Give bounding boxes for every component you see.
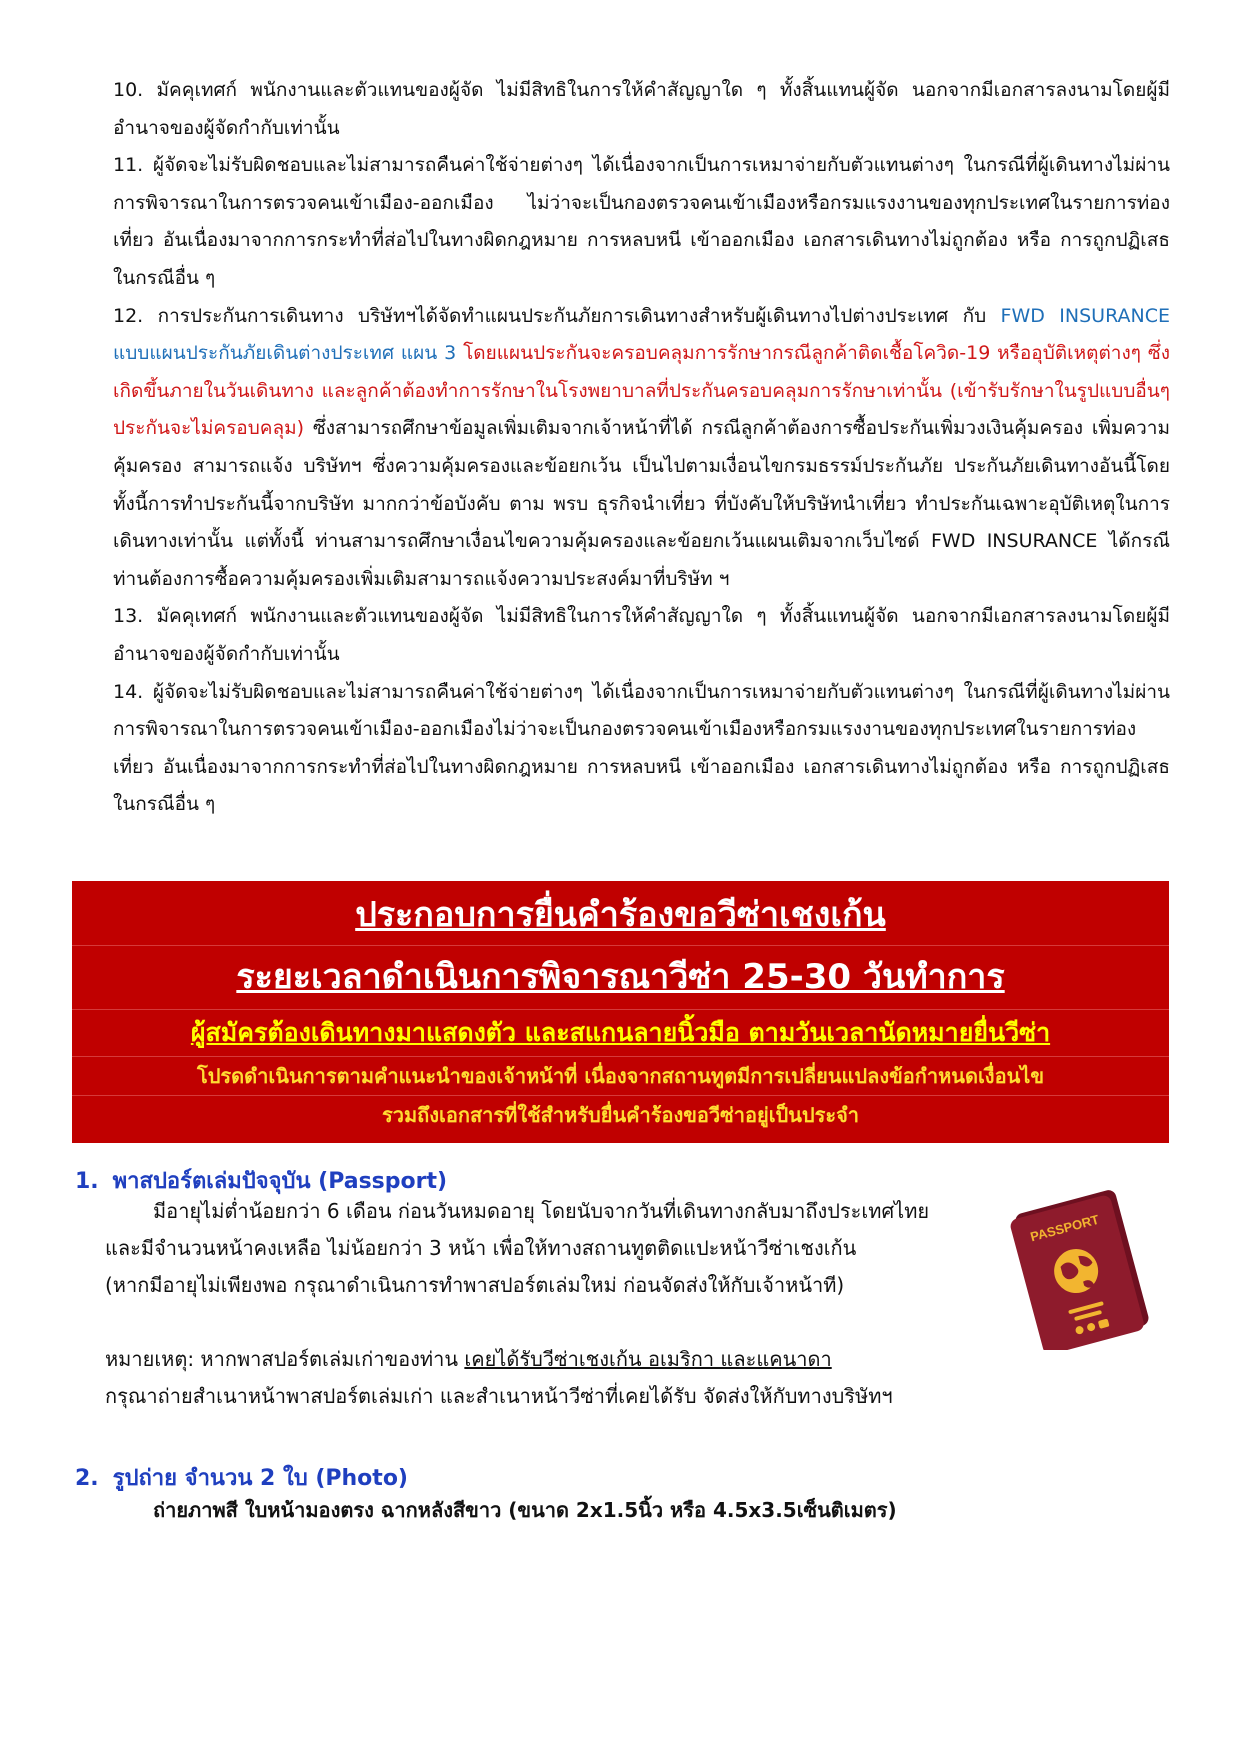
spacer [105, 1304, 985, 1341]
banner-title-1: ประกอบการยื่นคำร้องขอวีซ่าเชงเก้น [355, 895, 886, 935]
passport-cover-label: PASSPORT [1028, 1211, 1101, 1245]
passport-title: พาสปอร์ตเล่มปัจจุบัน (Passport) [112, 1169, 448, 1194]
passport-line-1: มีอายุไม่ต่ำน้อยกว่า 6 เดือน ก่อนวันหมดอายุ โดยนับจากวันที่เดินทางกลับมาถึงประเทศไทย [153, 1199, 930, 1223]
term-item-11: 11. ผู้จัดจะไม่รับผิดชอบและไม่สามารถคืนค่าใช้จ่ายต่างๆ ได้เนื่องจากเป็นการเหมาจ่ายกับตัวแทนต่างๆ ในกรณีที่ผู้เดินทางไม่ผ่านการพิจารณาในการตรวจคนเข้าเมือง-ออกเมือง ไม่ว่าจะเป็นกองตรวจคนเข้าเมืองหรือกรมแรงงานของทุกประเทศในรายการท่องเที่ยว อันเนื่องมาจากการกระทำที่ส่อไปในทางผิดกฎหมาย การหลบหนี เข้าออกเมือง เอกสารเดินทางไม่ถูกต้อง หรือ การถูกปฏิเสธในกรณีอื่น ๆ [113, 154, 1170, 289]
passport-number: 1. [75, 1169, 99, 1194]
insurer-name: FWD INSURANCE แบบแผนประกันภัยเดินต่างประเทศ แผน 3 [113, 304, 1170, 365]
term-item-12-text-a: 12. การประกันการเดินทาง บริษัทฯได้จัดทำแผนประกันภัยการเดินทางสำหรับผู้เดินทางไปต่างประเทศ กับ [113, 304, 1001, 327]
banner-subtitle-1: ผู้สมัครต้องเดินทางมาแสดงตัว และสแกนลายนิ้วมือ ตามวันเวลานัดหมายยื่นวีซ่า [190, 1018, 1051, 1047]
banner-subtitle-3: รวมถึงเอกสารที่ใช้สำหรับยื่นคำร้องขอวีซ่าอยู่เป็นประจำ [381, 1103, 860, 1127]
banner-subtitle-2: โปรดดำเนินการตามคำแนะนำของเจ้าหน้าที่ เนื่องจากสถานทูตมีการเปลี่ยนแปลงข้อกำหนดเงื่อนไข [196, 1064, 1044, 1088]
coverage-warning: โดยแผนประกันจะครอบคลุมการรักษากรณีลูกค้าติดเชื้อโควิด-19 หรืออุบัติเหตุต่างๆ ซึ่งเกิดขึ้นภายในวันเดินทาง และลูกค้าต้องทำการรักษาในโรงพยาบาลที่ประกันครอบคลุมการรักษาเท่านั้น (เข้ารับรักษาในรูปแบบอื่นๆประกันจะไม่ครอบคลุม) [113, 342, 1170, 440]
banner-title-2: ระยะเวลาดำเนินการพิจารณาวีซ่า 25-30 วันทำการ [236, 957, 1005, 997]
term-item-12-text-b: ซึ่งสามารถศึกษาข้อมูลเพิ่มเติมจากเจ้าหน้าที่ได้ กรณีลูกค้าต้องการซื้อประกันเพิ่มวงเงินคุ้มครอง เพิ่มความคุ้มครอง สามารถแจ้ง บริษัทฯ ซึ่งความคุ้มครองและข้อยกเว้น เป็นไปตามเงื่อนไขกรมธรรม์ประกันภัย ประกันภัยเดินทางอันนี้โดยทั้งนี้การทำประกันนี้จากบริษัท มากกว่าข้อบังคับ ตาม พรบ ธุรกิจนำเที่ยว ที่บังคับให้บริษัทนำเที่ยว ทำประกันเฉพาะอุบัติเหตุในการเดินทางเท่านั้น แต่ทั้งนี้ ท่านสามารถศึกษาเงื่อนไขความคุ้มครองและข้อยกเว้นแผนเติมจากเว็บไซด์ FWD INSURANCE ได้กรณีท่านต้องการซื้อความคุ้มครองเพิ่มเติมสามารถแจ้งความประสงค์มาที่บริษัท ฯ [113, 417, 1170, 590]
passport-note-prefix: หมายเหตุ: หากพาสปอร์ตเล่มเก่าของท่าน [105, 1347, 465, 1371]
passport-requirements [105, 1193, 985, 1415]
photo-title: รูปถ่าย จำนวน 2 ใบ (Photo) [112, 1466, 408, 1491]
passport-note-line-2: กรุณาถ่ายสำเนาหน้าพาสปอร์ตเล่มเก่า และสำเนาหน้าวีซ่าที่เคยได้รับ จัดส่งให้กับทางบริษัทฯ [105, 1384, 893, 1408]
photo-requirements [153, 1492, 1153, 1529]
term-item-14: 14. ผู้จัดจะไม่รับผิดชอบและไม่สามารถคืนค่าใช้จ่ายต่างๆ ได้เนื่องจากเป็นการเหมาจ่ายกับตัวแทนต่างๆ ในกรณีที่ผู้เดินทางไม่ผ่านการพิจารณาในการตรวจคนเข้าเมือง-ออกเมืองไม่ว่าจะเป็นกองตรวจคนเข้าเมืองหรือกรมแรงงานของทุกประเทศในรายการท่องเที่ยว อันเนื่องมาจากการกระทำที่ส่อไปในทางผิดกฎหมาย การหลบหนี เข้าออกเมือง เอกสารเดินทางไม่ถูกต้อง หรือ การถูกปฏิเสธในกรณีอื่น ๆ [113, 680, 1170, 816]
terms-section [113, 72, 1170, 824]
term-item-13: 13. มัคคุเทศก์ พนักงานและตัวแทนของผู้จัด ไม่มีสิทธิในการให้คำสัญญาใด ๆ ทั้งสิ้นแทนผู้จัด นอกจากมีเอกสารลงนามโดยผู้มีอำนาจของผู้จัดกำกับเท่านั้น [113, 605, 1170, 665]
term-item-12 [113, 298, 1170, 599]
photo-line-1: ถ่ายภาพสี ใบหน้ามองตรง ฉากหลังสีขาว (ขนาด 2x1.5นิ้ว หรือ 4.5x3.5เซ็นติเมตร) [153, 1498, 897, 1522]
passport-line-3: (หากมีอายุไม่เพียงพอ กรุณาดำเนินการทำพาสปอร์ตเล่มใหม่ ก่อนจัดส่งให้กับเจ้าหน้าที) [105, 1273, 845, 1297]
photo-heading [75, 1460, 408, 1495]
passport-note [105, 1341, 985, 1378]
visa-banner [72, 881, 1169, 1143]
passport-line-2: และมีจำนวนหน้าคงเหลือ ไม่น้อยกว่า 3 หน้า เพื่อให้ทางสถานทูตติดแปะหน้าวีซ่าเชงเก้น [105, 1236, 857, 1260]
term-item-10: 10. มัคคุเทศก์ พนักงานและตัวแทนของผู้จัด ไม่มีสิทธิในการให้คำสัญญาใด ๆ ทั้งสิ้นแทนผู้จัด นอกจากมีเอกสารลงนามโดยผู้มีอำนาจของผู้จัดกำกับเท่านั้น [113, 79, 1170, 139]
photo-number: 2. [75, 1466, 99, 1491]
passport-image [1000, 1190, 1160, 1350]
passport-note-underlined: เคยได้รับวีซ่าเชงเก้น อเมริกา และแคนาดา [464, 1347, 832, 1371]
